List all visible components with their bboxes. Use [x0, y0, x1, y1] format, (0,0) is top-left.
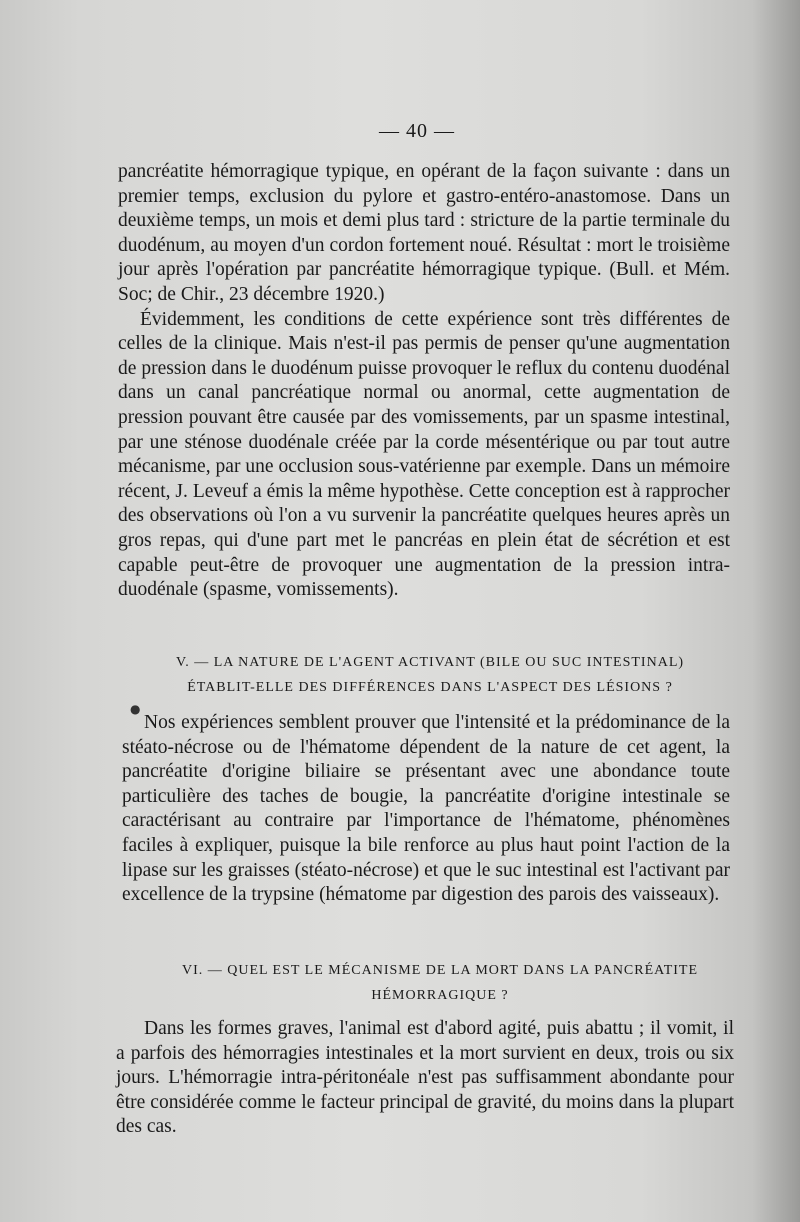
section-heading-v: V. — LA NATURE DE L'AGENT ACTIVANT (BILE OU SUC INTESTINAL) ÉTABLIT-ELLE DES DIFFÉRENCES DANS L'ASPECT DES LÉSIONS ?: [175, 655, 685, 695]
page-number: — 40 —: [379, 120, 455, 142]
paragraph-text: Évidemment, les conditions de cette expérience sont très différentes de celles de la clinique. Mais n'est-il pas permis de penser qu'une augmentation de pression dans le duodénum puisse provoquer le reflux du contenu duodénal dans un canal pancréatique normal ou anormal, cette augmentation de pression pouvant être causée par des vomissements, par un spasme intestinal, par une sténose duodénale créée par la corde mésentérique ou par tout autre mécanisme, par une occlusion sous-vatérienne par exemple. Dans un mémoire récent, J. Leveuf a émis la même hypothèse. Cette conception est à rapprocher des observations où l'on a vu survenir la pancréatite quelques heures après un gros repas, qui d'une part met le pancréas en plein état de sécrétion et est capable peut-être de provoquer une augmentation de la pression intra-duodénale (spasme, vomissements).: [118, 308, 730, 601]
paragraph-continued: [118, 160, 730, 603]
paragraph-text: Nos expériences semblent prouver que l'intensité et la prédominance de la stéato-nécrose ou de l'hématome dépendent de la nature de cet agent, la pancréatite d'origine biliaire se présentant avec une abondance toute particulière des taches de bougie, la pancréatite d'origine intestinale se caractérisant au contraire par l'importance de l'hématome, phénomènes faciles à expliquer, puisque la bile renforce au plus haut point l'action de la lipase sur les graisses (stéato-nécrose) et que le suc intestinal est l'activant par excellence de la trypsine (hématome par digestion des parois des vaisseaux).: [122, 712, 730, 906]
section-heading-vi: VI. — QUEL EST LE MÉCANISME DE LA MORT DANS LA PANCRÉATITE HÉMORRAGIQUE ?: [181, 963, 699, 1003]
ink-dot: ●: [130, 702, 141, 716]
paragraph-text: pancréatite hémorragique typique, en opérant de la façon suivante : dans un premier temps, exclusion du pylore et gastro-entéro-anastomose. Dans un deuxième temps, un mois et demi plus tard : stricture de la partie terminale du duodénum, au moyen d'un cordon fortement noué. Résultat : mort le troisième jour après l'opération par pancréatite hémorragique typique. (Bull. et Mém. Soc; de Chir., 23 décembre 1920.): [118, 161, 730, 305]
paragraph-text: Dans les formes graves, l'animal est d'abord agité, puis abattu ; il vomit, il a parfois des hémorragies intestinales et la mort survient en deux, trois ou six jours. L'hémorragie intra-péritonéale n'est pas suffisamment abondante pour être considérée comme le facteur principal de gravité, du moins dans la plupart des cas.: [116, 1018, 734, 1138]
